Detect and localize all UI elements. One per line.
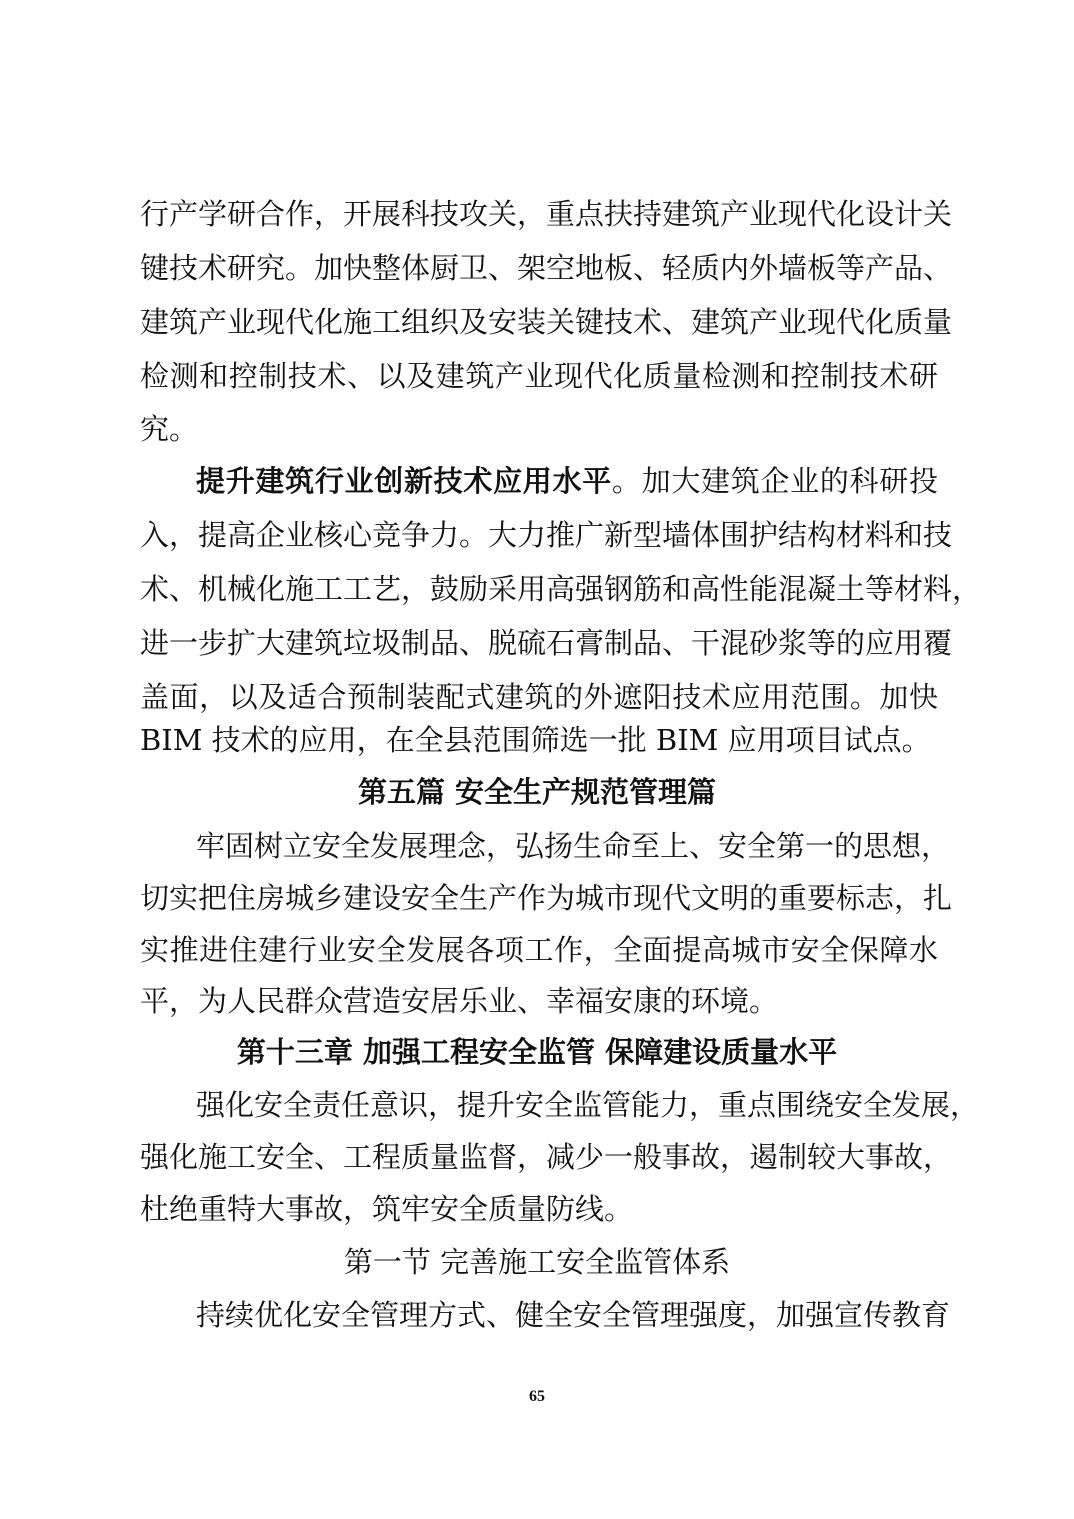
text-line: 行产学研合作，开展科技攻关，重点扶持建筑产业现代化设计关 bbox=[140, 197, 953, 231]
bold-lead: 提升建筑行业创新技术应用水平 bbox=[196, 464, 612, 498]
text-line: 强化安全责任意识，提升安全监管能力，重点围绕安全发展， bbox=[196, 1088, 980, 1122]
text-line: 持续优化安全管理方式、健全安全管理强度，加强宣传教育 bbox=[196, 1298, 951, 1332]
text-line: 实推进住建行业安全发展各项工作，全面提高城市安全保障水 bbox=[140, 933, 938, 967]
text-line: 键技术研究。加快整体厨卫、架空地板、轻质内外墙板等产品、 bbox=[140, 251, 953, 285]
page-number: 65 bbox=[529, 1388, 545, 1405]
text-line: 进一步扩大建筑垃圾制品、脱硫石膏制品、干混砂浆等的应用覆 bbox=[140, 626, 953, 660]
text-line: 平，为人民群众营造安居乐业、幸福安康的环境。 bbox=[140, 984, 779, 1018]
text-line: 入，提高企业核心竞争力。大力推广新型墙体围护结构材料和技 bbox=[140, 518, 953, 552]
text-line: 究。 bbox=[140, 412, 199, 446]
text-line: 强化施工安全、工程质量监督，减少一般事故，遏制较大事故， bbox=[140, 1140, 953, 1174]
text-line: BIM 技术的应用，在全县范围筛选一批 BIM 应用项目试点。 bbox=[140, 723, 931, 757]
text-line: 盖面，以及适合预制装配式建筑的外遮阳技术应用范围。加快 bbox=[140, 680, 938, 714]
text-line: 建筑产业现代化施工组织及安装关键技术、建筑产业现代化质量 bbox=[140, 305, 953, 339]
text-line: 切实把住房城乡建设安全生产作为城市现代文明的重要标志，扎 bbox=[140, 881, 953, 915]
part-heading: 第五篇 安全生产规范管理篇 bbox=[357, 775, 717, 809]
chapter-heading: 第十三章 加强工程安全监管 保障建设质量水平 bbox=[236, 1035, 838, 1069]
text-line: 杜绝重特大事故，筑牢安全质量防线。 bbox=[140, 1192, 634, 1226]
text-line: 检测和控制技术、以及建筑产业现代化质量检测和控制技术研 bbox=[140, 359, 938, 393]
text-line bbox=[196, 461, 938, 501]
text-line: 牢固树立安全发展理念，弘扬生命至上、安全第一的思想， bbox=[196, 829, 951, 863]
text-line: 术、机械化施工工艺，鼓励采用高强钢筋和高性能混凝土等材料， bbox=[140, 572, 982, 606]
section-heading: 第一节 完善施工安全监管体系 bbox=[343, 1245, 731, 1279]
text-span: 。加大建筑企业的科研投 bbox=[611, 464, 938, 498]
